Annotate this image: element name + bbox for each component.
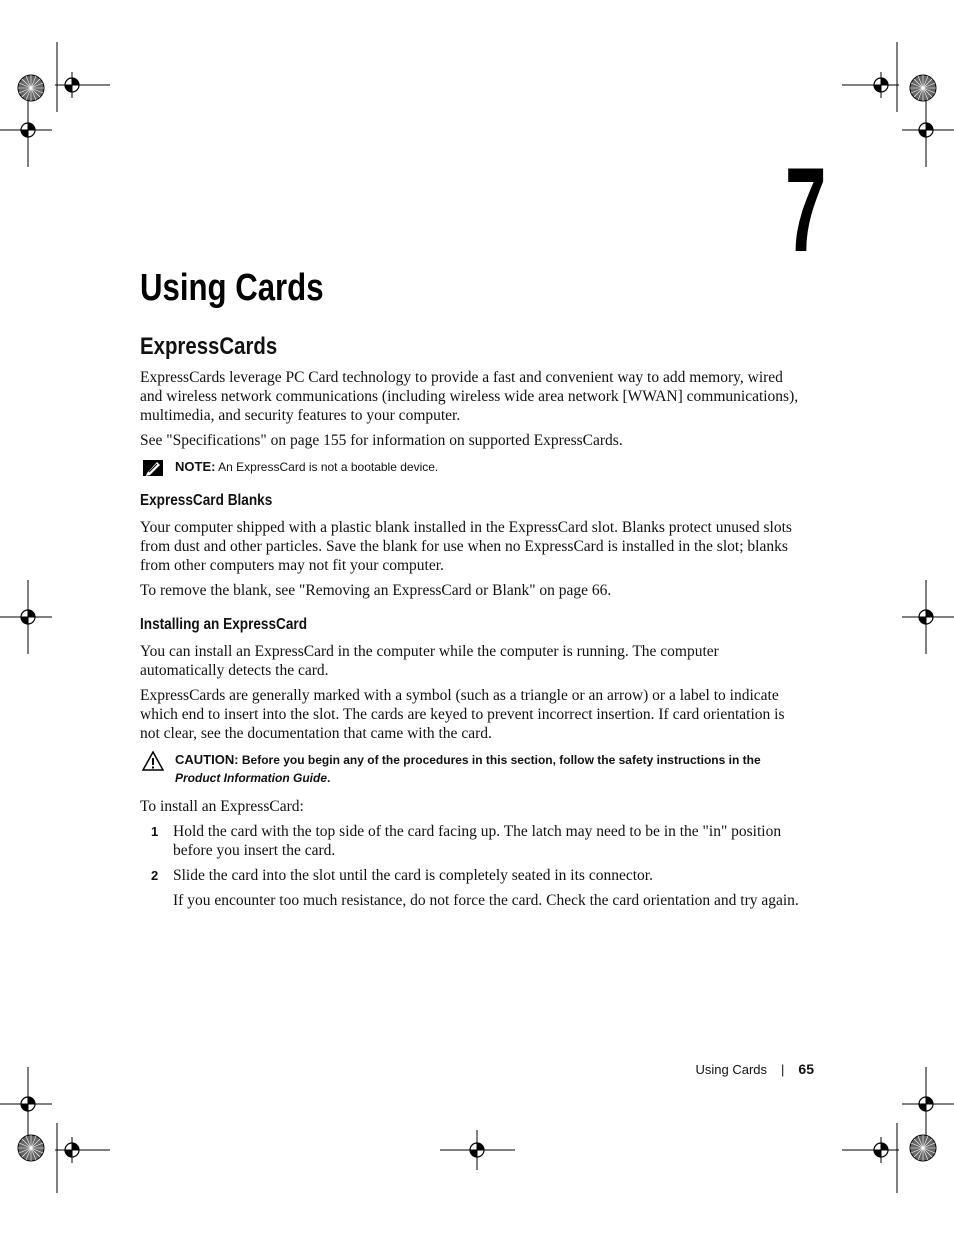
- warning-triangle-icon: [142, 751, 164, 771]
- installing-paragraph-2: ExpressCards are generally marked with a symbol (such as a triangle or an arrow) or a label to indicate which end to insert into the slot. The cards are keyed to prevent incorrect insertion. If card orientation is not clear, see the documentation that came with the card.: [140, 687, 785, 742]
- step-note: If you encounter too much resistance, do not force the card. Check the card orientation and try again.: [173, 892, 799, 909]
- note-box: [140, 458, 800, 476]
- footer-separator: |: [781, 1061, 785, 1077]
- note-text: An ExpressCard is not a bootable device.: [218, 460, 439, 474]
- section-heading: ExpressCards: [140, 333, 278, 360]
- caution-guide-title: Product Information Guide: [175, 771, 327, 785]
- install-lead: To install an ExpressCard:: [140, 798, 304, 815]
- caution-box: CAUTION: Before you begin any of the procedures in this section, follow the safety instructions in the Product Information Guide.: [140, 751, 800, 787]
- caution-text: Before you begin any of the procedures in this section, follow the safety instructions in the: [241, 753, 761, 767]
- list-item: [140, 866, 800, 910]
- page-footer: [696, 1061, 815, 1077]
- blanks-heading: ExpressCard Blanks: [140, 492, 273, 509]
- page-title: Using Cards: [140, 267, 324, 309]
- note-label: NOTE:: [175, 459, 216, 474]
- install-steps: [140, 822, 800, 910]
- step-number: 1: [151, 824, 159, 839]
- chapter-number: 7: [785, 143, 827, 277]
- page-number: 65: [798, 1061, 814, 1077]
- blanks-paragraph: Your computer shipped with a plastic blank installed in the ExpressCard slot. Blanks protect unused slots from dust and other particles. Save the blank for use when no ExpressCard is installed in the slot; blanks from other computers may not fit your computer.: [140, 519, 792, 574]
- page-content: [140, 332, 800, 916]
- pencil-note-icon: [142, 458, 164, 478]
- remove-blank-reference: To remove the blank, see "Removing an ExpressCard or Blank" on page 66.: [140, 582, 612, 599]
- caution-label: CAUTION:: [175, 752, 239, 767]
- installing-heading: Installing an ExpressCard: [140, 616, 308, 633]
- step-number: 2: [151, 868, 159, 883]
- installing-paragraph-1: You can install an ExpressCard in the computer while the computer is running. The computer automatically detects the card.: [140, 643, 719, 679]
- step-text: Slide the card into the slot until the card is completely seated in its connector.: [173, 867, 653, 884]
- step-text: Hold the card with the top side of the card facing up. The latch may need to be in the "in" position before you insert the card.: [173, 823, 782, 859]
- footer-section-name: Using Cards: [695, 1061, 768, 1077]
- specifications-reference: See "Specifications" on page 155 for information on supported ExpressCards.: [140, 432, 623, 449]
- intro-paragraph: ExpressCards leverage PC Card technology to provide a fast and convenient way to add memory, wired and wireless network communications (including wireless wide area network [WWAN] communications), multimedia, and security features to your computer.: [140, 369, 799, 424]
- list-item: [140, 822, 800, 860]
